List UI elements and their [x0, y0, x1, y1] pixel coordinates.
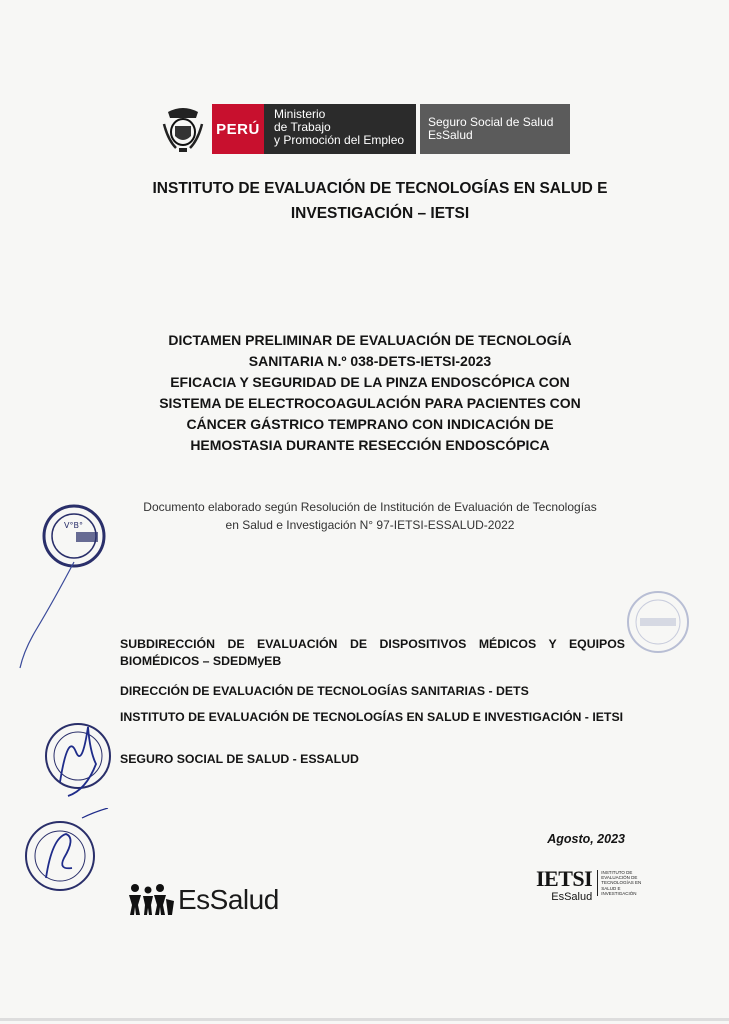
organization-ietsi: INSTITUTO DE EVALUACIÓN DE TECNOLOGÍAS EN SALUD E INVESTIGACIÓN - IETSI: [120, 710, 624, 724]
signature-stamp-3-icon: [12, 808, 112, 900]
svg-text:V°B°: V°B°: [64, 521, 83, 530]
faint-stamp-icon: [616, 586, 700, 658]
signature-line-icon: [14, 560, 84, 670]
coat-of-arms-icon: [160, 104, 206, 154]
header-banner: [160, 104, 570, 154]
ietsi-logo-small: INSTITUTO DE EVALUACIÓN DE TECNOLOGÍAS EN SALUD E INVESTIGACIÓN: [597, 870, 641, 896]
institute-title: INSTITUTO DE EVALUACIÓN DE TECNOLOGÍAS EN SALUD E INVESTIGACIÓN – IETSI: [152, 180, 608, 222]
signature-stamp-2-icon: [38, 712, 118, 800]
ministry-label: Ministerio de Trabajo y Promoción del Empleo: [264, 104, 416, 154]
organization-sdedmyeb: SUBDIRECCIÓN DE EVALUACIÓN DE DISPOSITIVOS MÉDICOS Y EQUIPOS BIOMÉDICOS – SDEDMyEB: [120, 637, 625, 668]
essalud-logo-text: EsSalud: [178, 884, 279, 915]
family-figures-icon: [128, 883, 176, 917]
essalud-logo: [128, 880, 279, 920]
peru-label: PERÚ: [212, 104, 264, 154]
ietsi-logo-sub: EsSalud: [551, 891, 593, 903]
dictamen-title: DICTAMEN PRELIMINAR DE EVALUACIÓN DE TECNOLOGÍA SANITARIA N.º 038-DETS-IETSI-2023 EFICACIA Y SEGURIDAD DE LA PINZA ENDOSCÓPICA CON SISTEMA DE ELECTROCOAGULACIÓN PARA PACIENTES CON CÁNCER GÁSTRICO TEMPRANO CON INDICACIÓN DE HEMOSTASIA DURANTE RESECCIÓN ENDOSCÓPICA: [159, 332, 581, 453]
bottom-divider: [0, 1018, 729, 1021]
organization-dets: DIRECCIÓN DE EVALUACIÓN DE TECNOLOGÍAS SANITARIAS - DETS: [120, 684, 529, 698]
ietsi-logo-text: IETSI: [536, 866, 593, 891]
document-note: Documento elaborado según Resolución de Institución de Evaluación de Tecnologías en Salud e Investigación N° 97-IETSI-ESSALUD-2022: [143, 500, 597, 532]
ietsi-logo: [536, 868, 641, 903]
agency-label: Seguro Social de Salud EsSalud: [420, 104, 570, 154]
document-date: Agosto, 2023: [547, 832, 625, 846]
organization-essalud: SEGURO SOCIAL DE SALUD - ESSALUD: [120, 752, 359, 766]
